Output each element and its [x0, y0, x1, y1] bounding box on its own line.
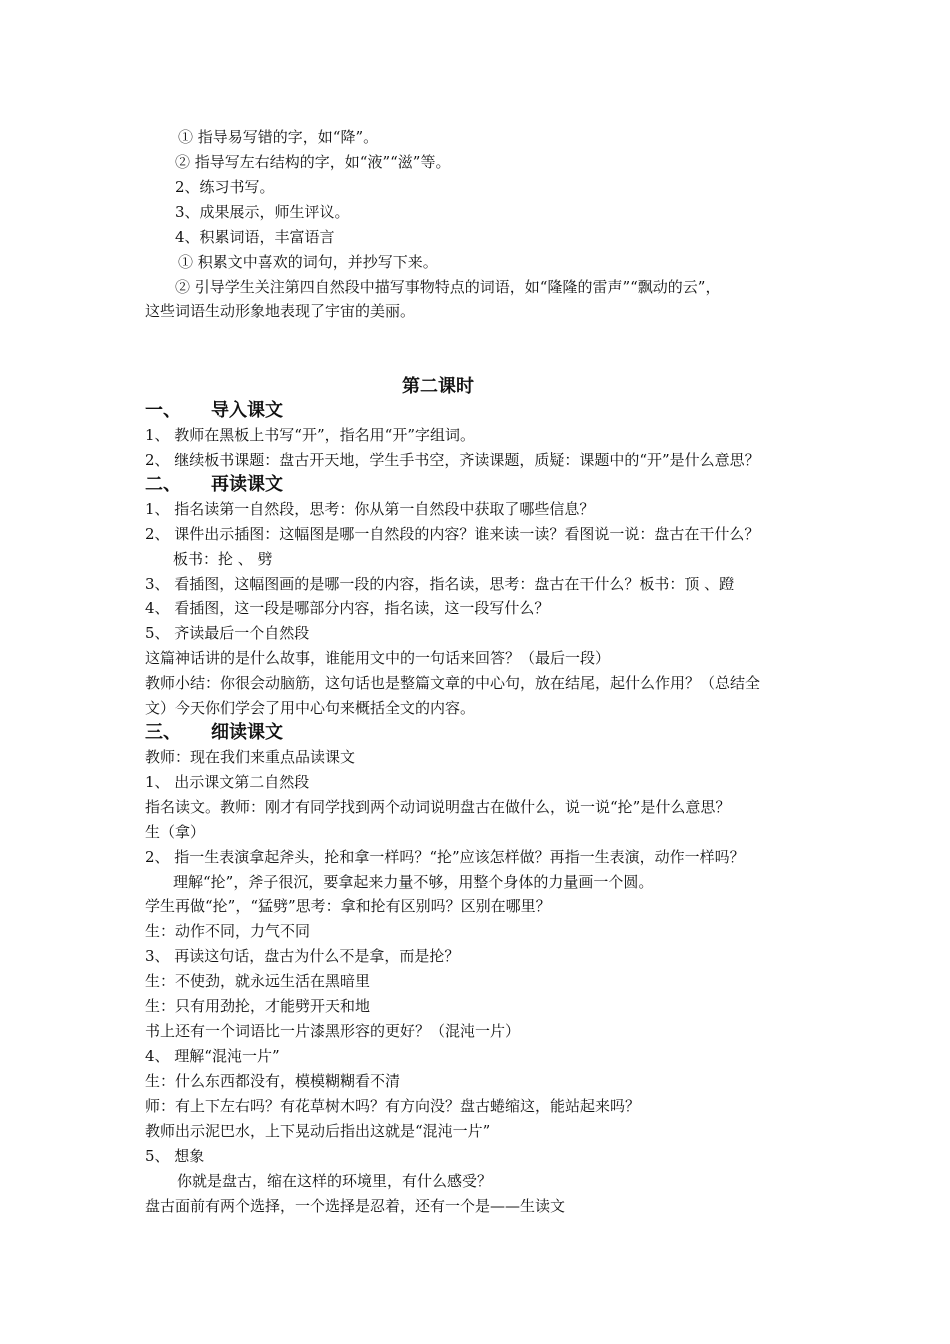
- paragraph-line: 生（拿）: [145, 823, 206, 841]
- section-title: 细读课文: [211, 722, 283, 743]
- paragraph-line: 板书：抡 、 劈: [173, 550, 273, 568]
- paragraph-line: 3、 再读这句话，盘古为什么不是拿，而是抡？: [145, 947, 460, 965]
- paragraph-line: 盘古面前有两个选择，一个选择是忍着，还有一个是——生读文: [145, 1197, 566, 1215]
- paragraph-line: 5、 想象: [145, 1147, 205, 1165]
- paragraph-line: 2、练习书写。: [175, 178, 275, 196]
- paragraph-line: 1、 教师在黑板上书写“开”，指名用“开”字组词。: [145, 426, 475, 444]
- paragraph-line: 3、 看插图，这幅图画的是哪一段的内容，指名读，思考：盘古在干什么？板书：顶 、蹬: [145, 575, 735, 593]
- paragraph-line: 学生再做“抡”，“猛劈”思考：拿和抡有区别吗？区别在哪里？: [145, 897, 551, 915]
- section-heading: [145, 721, 283, 745]
- paragraph-line: 2、 课件出示插图：这幅图是哪一自然段的内容？谁来读一读？看图说一说：盘古在干什么？: [145, 525, 760, 543]
- paragraph-line: 教师出示泥巴水，上下晃动后指出这就是“混沌一片”: [145, 1122, 491, 1140]
- paragraph-line: 书上还有一个词语比一片漆黑形容的更好？（混沌一片）: [145, 1022, 521, 1040]
- paragraph-line: 教师：现在我们来重点品读课文: [145, 748, 356, 766]
- section-heading: [145, 473, 283, 497]
- paragraph-line: 4、 看插图，这一段是哪部分内容，指名读，这一段写什么？: [145, 599, 550, 617]
- paragraph-line: 师：有上下左右吗？有花草树木吗？有方向没？盘古蜷缩这，能站起来吗？: [145, 1097, 641, 1115]
- paragraph-line: ① 积累文中喜欢的词句，并抄写下来。: [178, 253, 438, 271]
- paragraph-line: 文）今天你们学会了用中心句来概括全文的内容。: [145, 699, 476, 717]
- paragraph-line: 5、 齐读最后一个自然段: [145, 624, 310, 642]
- paragraph-line: 生：不使劲，就永远生活在黑暗里: [145, 972, 371, 990]
- paragraph-line: ② 引导学生关注第四自然段中描写事物特点的词语，如“隆隆的雷声”“飘动的云”，: [175, 278, 721, 296]
- paragraph-line: 教师小结：你很会动脑筋，这句话也是整篇文章的中心句，放在结尾，起什么作用？（总结全: [145, 674, 761, 692]
- paragraph-line: 生：动作不同，力气不同: [145, 922, 311, 940]
- section-number: 二、: [145, 474, 181, 495]
- paragraph-line: 理解“抡”，斧子很沉，要拿起来力量不够，用整个身体的力量画一个圆。: [173, 873, 654, 891]
- paragraph-line: 4、 理解“混沌一片”: [145, 1047, 280, 1065]
- section-title: 再读课文: [211, 474, 283, 495]
- paragraph-line: ② 指导写左右结构的字，如“液”“滋”等。: [175, 153, 451, 171]
- paragraph-line: 2、 指一生表演拿起斧头，抡和拿一样吗？“抡”应该怎样做？再指一生表演，动作一样吗？: [145, 848, 745, 866]
- paragraph-line: 这些词语生动形象地表现了宇宙的美丽。: [145, 302, 416, 320]
- section-title: 导入课文: [211, 400, 283, 421]
- paragraph-line: 1、 指名读第一自然段，思考：你从第一自然段中获取了哪些信息？: [145, 500, 595, 518]
- paragraph-line: 2、 继续板书课题：盘古开天地，学生手书空，齐读课题，质疑：课题中的“开”是什么意思？: [145, 451, 760, 469]
- paragraph-line: 1、 出示课文第二自然段: [145, 773, 310, 791]
- paragraph-line: 生：什么东西都没有，模模糊糊看不清: [145, 1072, 401, 1090]
- paragraph-line: ① 指导易写错的字，如“降”。: [178, 128, 379, 146]
- paragraph-line: 4、积累词语，丰富语言: [175, 228, 335, 246]
- paragraph-line: 指名读文。教师：刚才有同学找到两个动词说明盘古在做什么，说一说“抡”是什么意思？: [145, 798, 731, 816]
- section-heading: [145, 399, 283, 423]
- paragraph-line: 生：只有用劲抡，才能劈开天和地: [145, 997, 371, 1015]
- section-number: 三、: [145, 722, 181, 743]
- paragraph-line: 这篇神话讲的是什么故事，谁能用文中的一句话来回答？（最后一段）: [145, 649, 611, 667]
- paragraph-line: 你就是盘古，缩在这样的环境里，有什么感受？: [177, 1172, 493, 1190]
- section-number: 一、: [145, 400, 181, 421]
- lesson-title: 第二课时: [402, 376, 474, 397]
- paragraph-line: 3、成果展示，师生评议。: [175, 203, 350, 221]
